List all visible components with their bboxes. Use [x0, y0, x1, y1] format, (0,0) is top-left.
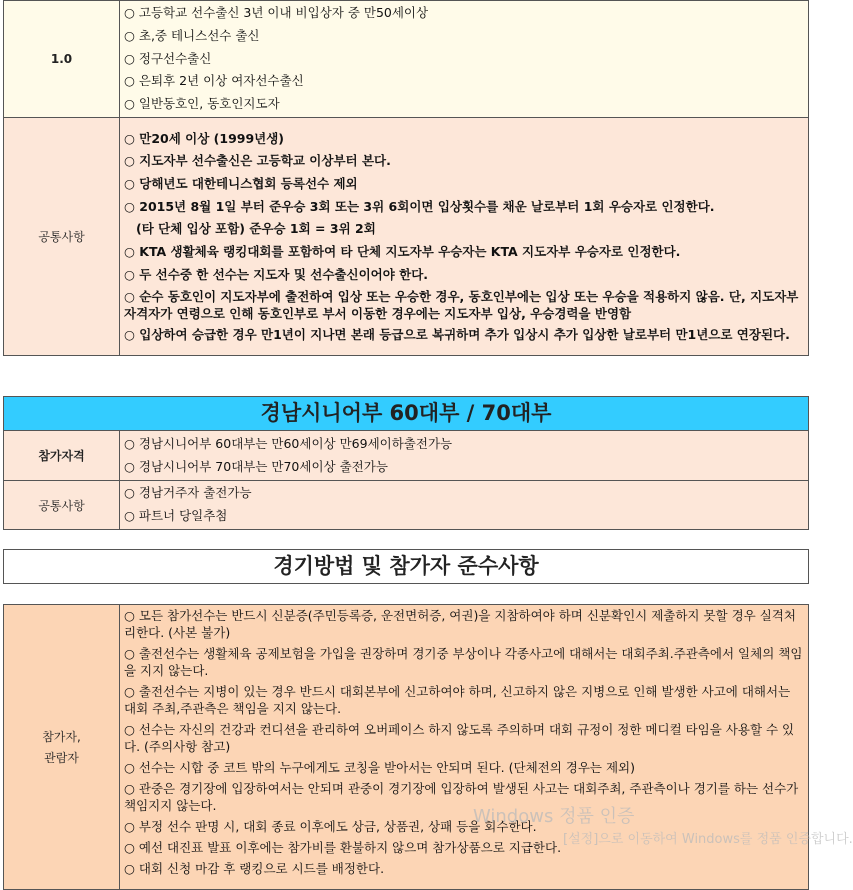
- common-rules: [120, 118, 809, 356]
- rule-item: ○ 부정 선수 판명 시, 대회 종료 이후에도 상금, 상품권, 상패 등을 회수한다.: [124, 819, 537, 834]
- grade-criteria: [120, 1, 809, 118]
- activation-watermark-subtitle: [설정]으로 이동하여 Windows를 정품 인증합니다.: [563, 832, 853, 847]
- rule-item: ○ 지도자부 선수출신은 고등학교 이상부터 본다.: [124, 153, 391, 169]
- rule-item: ○ 만20세 이상 (1999년생): [124, 130, 285, 146]
- senior-eligibility: [120, 431, 809, 481]
- senior-eligibility-label: 참가자격: [4, 431, 120, 481]
- rule-item: ○ 순수 동호인이 지도자부에 출전하여 입상 또는 우승한 경우, 동호인부에는 입상 또는 우승을 적용하지 않음. 단, 지도자부 자격자가 연령으로 인해 동호인부로 부서 이동한 경우에는 지도자부 입상, 우승경력을 반영함: [124, 289, 799, 322]
- common-item: ○ 파트너 당일추첨: [124, 508, 228, 523]
- criteria-item: ○ 일반동호인, 동호인지도자: [124, 96, 280, 112]
- rule-item: ○ KTA 생활체육 랭킹대회를 포함하여 타 단체 지도자부 우승자는 KTA 지도자부 우승자로 인정한다.: [124, 244, 681, 260]
- rule-item: ○ 출전선수는 지병이 있는 경우 반드시 대회본부에 신고하여야 하며, 신고하지 않은 지병으로 인해 발생한 사고에 대해서는 대회 주최,주관측은 책임을 지지 않는다.: [124, 684, 791, 716]
- rule-item: ○ 선수는 자신의 건강과 컨디션을 관리하여 오버페이스 하지 않도록 주의하며 대회 규정이 정한 메디컬 타임을 사용할 수 있다. (주의사항 참고): [124, 722, 795, 754]
- eligibility-table: [3, 0, 809, 356]
- rule-item: ○ 두 선수중 한 선수는 지도자 및 선수출신이어야 한다.: [124, 266, 429, 282]
- common-rules-label: 공통사항: [4, 118, 120, 356]
- common-item: ○ 경남거주자 출전가능: [124, 485, 252, 501]
- criteria-item: ○ 정구선수출신: [124, 50, 212, 66]
- criteria-item: ○ 초,중 테니스선수 출신: [124, 27, 260, 43]
- rule-item: ○ 당해년도 대한테니스협회 등록선수 제외: [124, 175, 358, 191]
- rule-item: ○ 2015년 8월 1일 부터 준우승 3회 또는 3위 6회이면 입상횟수를 채운 날로부터 1회 우승자로 인정한다.: [124, 198, 715, 214]
- rule-item: ○ 출전선수는 생활체육 공제보험을 가입을 권장하며 경기중 부상이나 각종사고에 대해서는 대회주최.주관측에서 일체의 책임을 지지 않는다.: [124, 646, 803, 678]
- senior-common-label: 공통사항: [4, 481, 120, 530]
- rule-item: ○ 모든 참가선수는 반드시 신분증(주민등록증, 운전면허증, 여권)을 지참하여야 하며 신분확인시 제출하지 못할 경우 실격처리한다. (사본 불가): [124, 608, 796, 640]
- rule-item: (타 단체 입상 포함) 준우승 1회 = 3위 2회: [136, 221, 376, 237]
- senior-common: [120, 481, 809, 530]
- senior-division-header: 경남시니어부 60대부 / 70대부: [3, 396, 809, 431]
- activation-watermark-title: Windows 정품 인증: [473, 806, 635, 827]
- rule-item: ○ 입상하여 승급한 경우 만1년이 지나면 본래 등급으로 복귀하며 추가 입상시 추가 입상한 날로부터 만1년으로 연장된다.: [124, 327, 790, 343]
- participants-label-line1: 참가자,: [42, 730, 81, 744]
- rule-item: ○ 예선 대진표 발표 이후에는 참가비를 환불하지 않으며 참가상품으로 지급한다.: [124, 840, 562, 855]
- rules-header: 경기방법 및 참가자 준수사항: [3, 549, 809, 584]
- participants-label-line2: 관람자: [44, 751, 79, 765]
- grade-label: 1.0: [4, 1, 120, 118]
- rule-item: ○ 대회 신청 마감 후 랭킹으로 시드를 배정한다.: [124, 861, 385, 876]
- eligibility-item: ○ 경남시니어부 60대부는 만60세이상 만69세이하출전가능: [124, 435, 453, 451]
- rule-item: ○ 선수는 시합 중 코트 밖의 누구에게도 코칭을 받아서는 안되며 된다. (단체전의 경우는 제외): [124, 760, 635, 775]
- senior-table: [3, 430, 809, 530]
- rule-item: ○ 관중은 경기장에 입장하여서는 안되며 관중이 경기장에 입장하여 발생된 사고는 대회주최, 주관측이나 경기를 하는 선수가 책임지지 않는다.: [124, 781, 799, 813]
- criteria-item: ○ 고등학교 선수출신 3년 이내 비입상자 중 만50세이상: [124, 5, 429, 21]
- eligibility-item: ○ 경남시니어부 70대부는 만70세이상 출전가능: [124, 458, 388, 474]
- participants-label: [4, 605, 120, 890]
- rules-table: [3, 604, 809, 890]
- criteria-item: ○ 은퇴후 2년 이상 여자선수출신: [124, 73, 304, 89]
